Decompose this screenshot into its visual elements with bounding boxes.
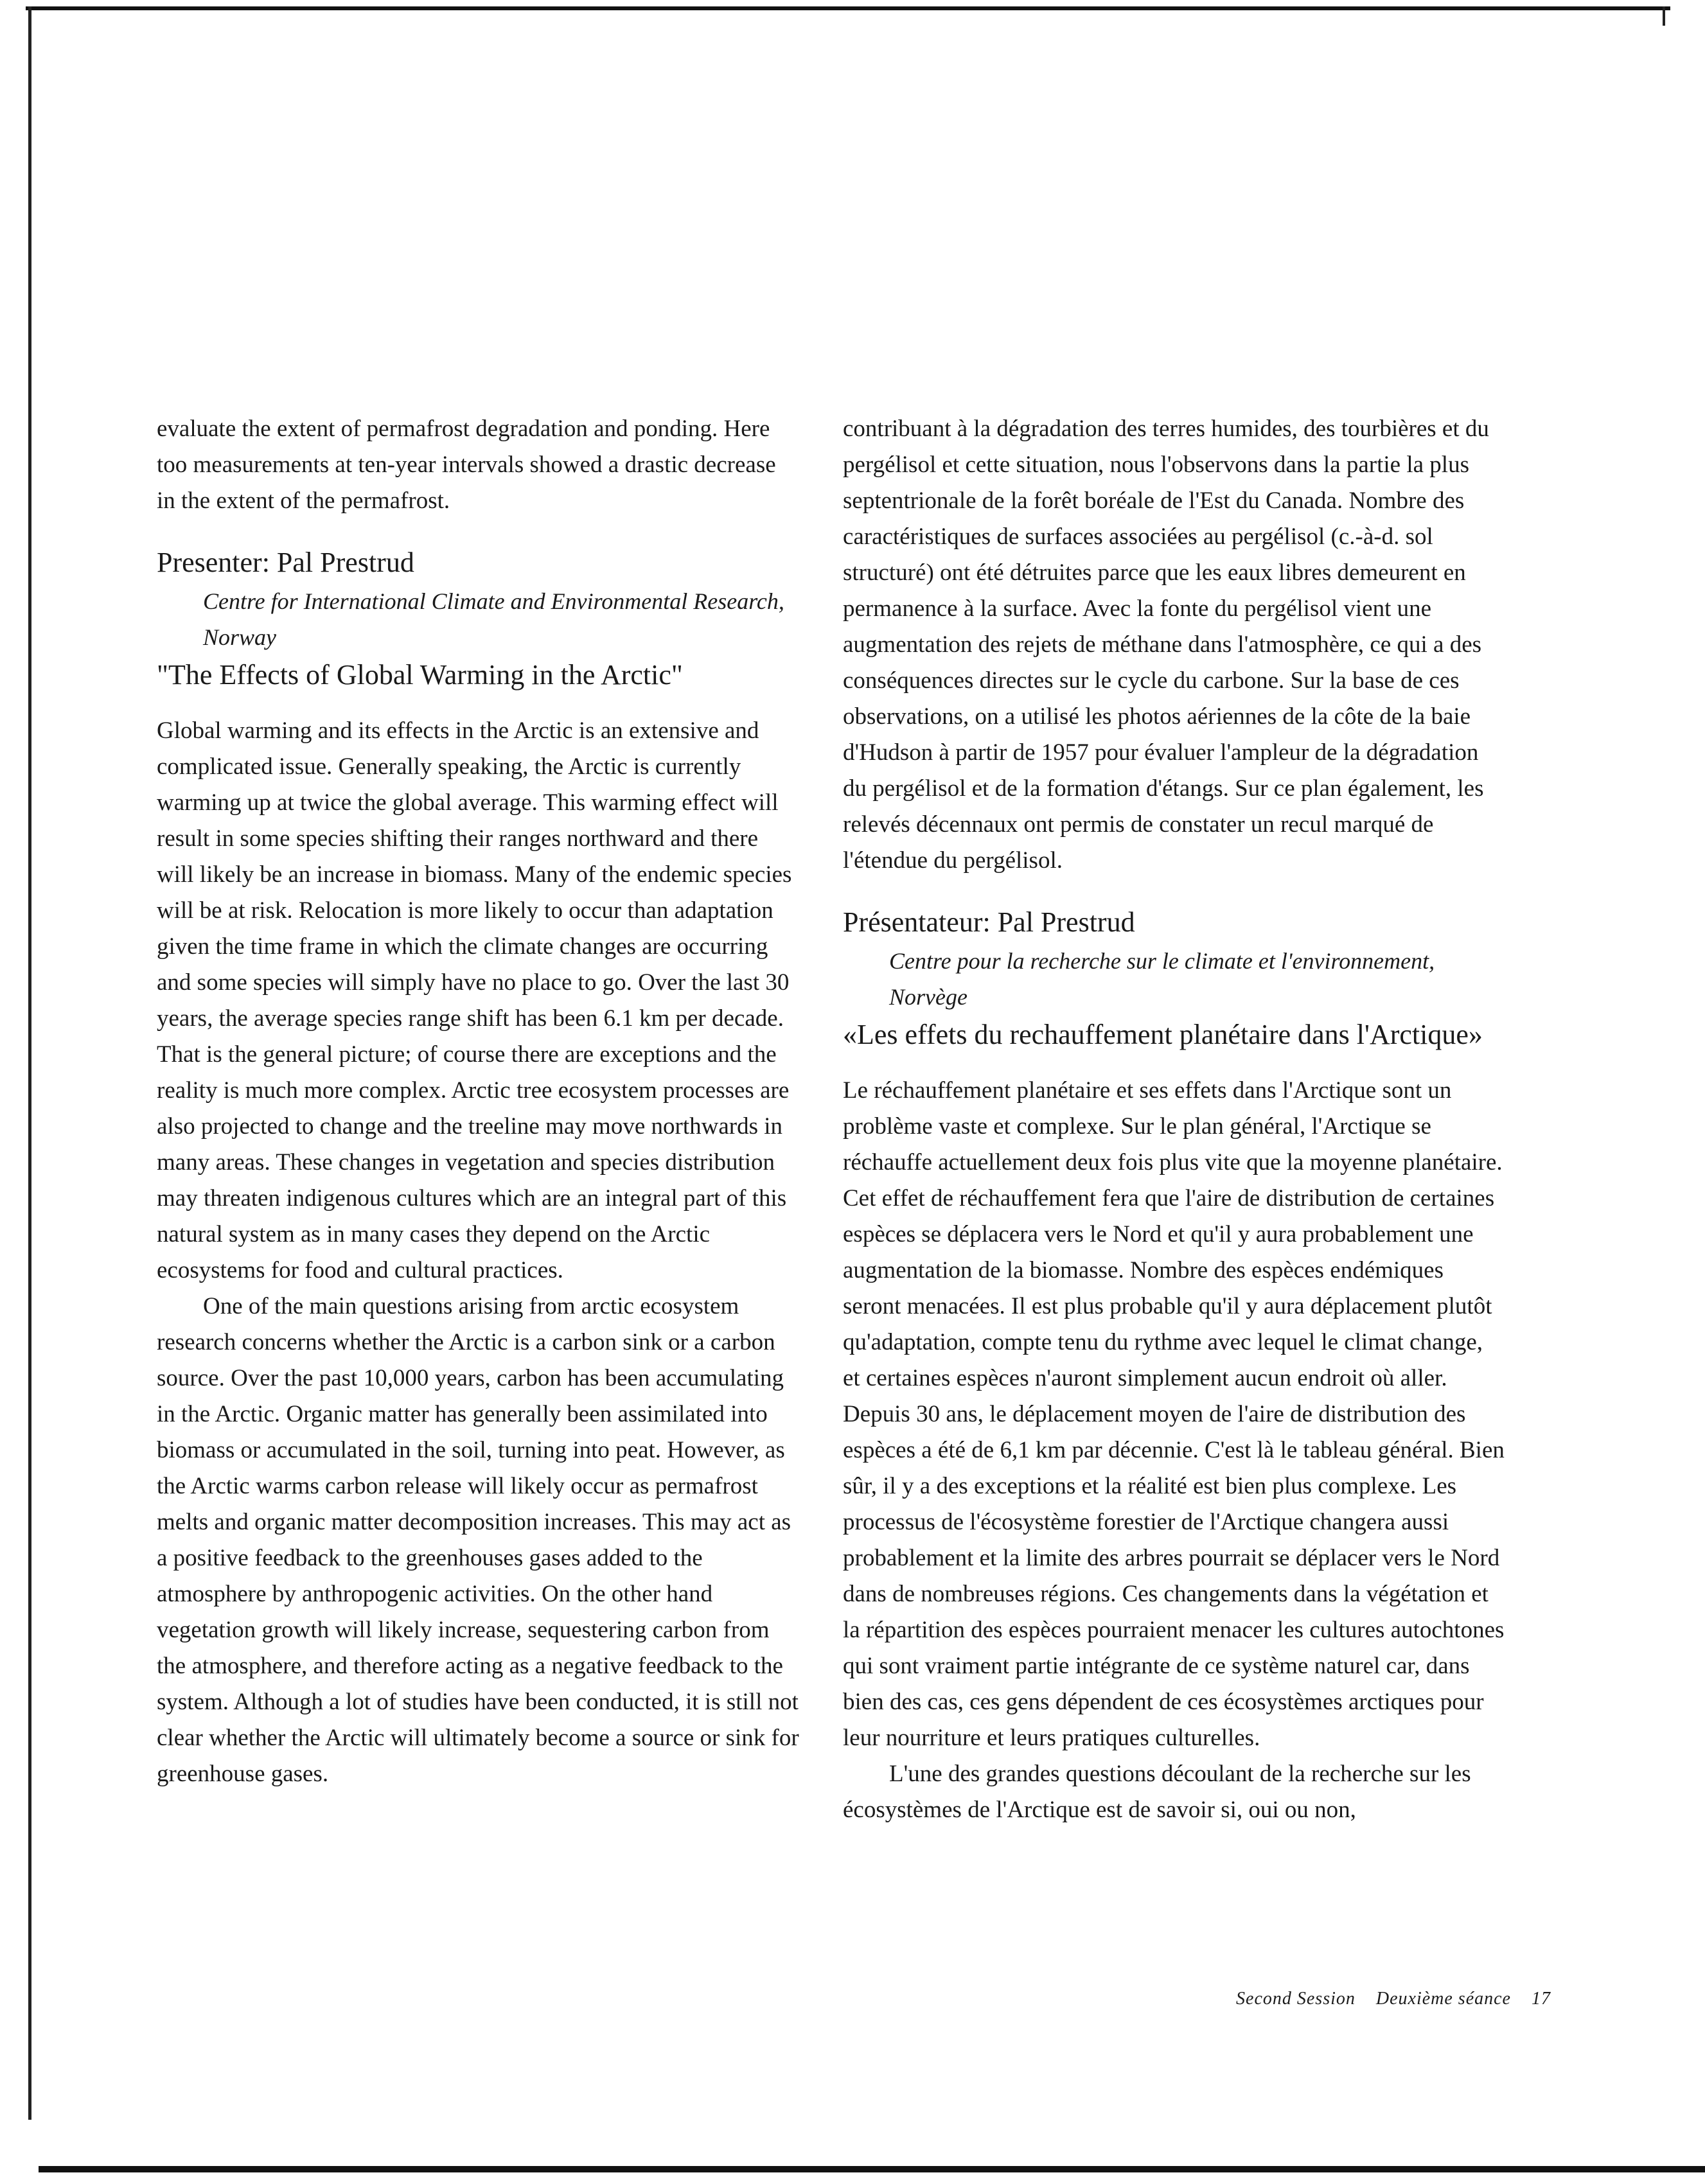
talk-title-en: "The Effects of Global Warming in the Arctic": [157, 659, 683, 691]
scan-border-left: [28, 6, 31, 2120]
presenter-heading-en: Presenter: Pal Prestrud: [157, 547, 414, 578]
page-footer: [1221, 1989, 1551, 2009]
body-paragraph-en-2: One of the main questions arising from arctic ecosystem research concerns whether the Arctic is a carbon sink or a carbon source. Over the past 10,000 years, carbon has been accumulating in the Arctic. Organic matter has generally been assimilated into biomass or accumulated in the soil, turning into peat. However, as the Arctic warms carbon release will likely occur as permafrost melts and organic matter decomposition increases. This may act as a positive feedback to the greenhouses gases added to the atmosphere by anthropogenic activities. On the other hand vegetation growth will likely increase, sequestering carbon from the atmosphere, and therefore acting as a negative feedback to the system. Although a lot of studies have been conducted, it is still not clear whether the Arctic will ultimately become a source or sink for greenhouse gases.: [157, 1293, 799, 1787]
scan-border-bottom: [39, 2166, 1705, 2172]
presenter-heading-fr: Présentateur: Pal Prestrud: [843, 906, 1135, 938]
intro-paragraph-en: evaluate the extent of permafrost degradation and ponding. Here too measurements at ten-year intervals showed a drastic decrease in the extent of the permafrost.: [157, 416, 776, 514]
body-paragraph-fr-1: Le réchauffement planétaire et ses effets dans l'Arctique sont un problème vaste et complexe. Sur le plan général, l'Arctique se réchauffe actuellement deux fois plus vite que la moyenne planétaire. Cet effet de réchauffement fera que l'aire de distribution de certaines espèces se déplacera vers le Nord et qu'il y aura probablement une augmentation de la biomasse. Nombre des espèces endémiques seront menacées. Il est plus probable qu'il y aura déplacement plutôt qu'adaptation, compte tenu du rythme avec lequel le climat change, et certaines espèces n'auront simplement aucun endroit où aller. Depuis 30 ans, le déplacement moyen de l'aire de distribution des espèces a été de 6,1 km par décennie. C'est là le tableau général. Bien sûr, il y a des exceptions et la réalité est bien plus complexe. Les processus de l'écosystème forestier de l'Arctique changera aussi probablement et la limite des arbres pourrait se déplacer vers le Nord dans de nombreuses régions. Ces changements dans la végétation et la répartition des espèces pourraient menacer les cultures autochtones qui sont vraiment partie intégrante de ce système naturel car, dans bien des cas, ces gens dépendent de ces écosystèmes arctiques pour leur nourriture et leurs pratiques culturelles.: [843, 1077, 1505, 1751]
footer-session-fr: Deuxième séance: [1375, 1989, 1511, 2009]
intro-paragraph-fr: contribuant à la dégradation des terres humides, des tourbières et du pergélisol et cette situation, nous l'observons dans la partie la plus septentrionale de la forêt boréale de l'Est du Canada. Nombre des caractéristiques de surfaces associées au pergélisol (c.-à-d. sol structuré) ont été détruites parce que les eaux libres demeurent en permanence à la surface. Avec la fonte du pergélisol vient une augmentation des rejets de méthane dans l'atmosphère, ce qui a des conséquences directes sur le cycle du carbone. Sur la base de ces observations, on a utilisé les photos aériennes de la côte de la baie d'Hudson à partir de 1957 pour évaluer l'ampleur de la dégradation du pergélisol et de la formation d'étangs. Sur ce plan également, les relevés décennaux ont permis de constater un recul marqué de l'étendue du pergélisol.: [843, 416, 1489, 874]
page-number: 17: [1532, 1989, 1551, 2009]
footer-session-en: Second Session: [1236, 1989, 1356, 2009]
talk-title-fr: «Les effets du rechauffement planétaire dans l'Arctique»: [843, 1019, 1483, 1050]
affiliation-fr: Centre pour la recherche sur le climate et l'environnement, Norvège: [889, 948, 1435, 1010]
french-column: [843, 411, 1505, 1828]
affiliation-en: Centre for International Climate and Environmental Research, Norway: [203, 588, 784, 650]
body-paragraph-en-1: Global warming and its effects in the Arctic is an extensive and complicated issue. Generally speaking, the Arctic is currently warming up at twice the global average. This warming effect will result in some species shifting their ranges northward and there will likely be an increase in biomass. Many of the endemic species will be at risk. Relocation is more likely to occur than adaptation given the time frame in which the climate changes are occurring and some species will simply have no place to go. Over the last 30 years, the average species range shift has been 6.1 km per decade. That is the general picture; of course there are exceptions and the reality is much more complex. Arctic tree ecosystem processes are also projected to change and the treeline may move northwards in many areas. These changes in vegetation and species distribution may threaten indigenous cultures which are an integral part of this natural system as in many cases they depend on the Arctic ecosystems for food and cultural practices.: [157, 718, 792, 1283]
scan-border-right: [1663, 6, 1665, 26]
body-paragraph-fr-2: L'une des grandes questions découlant de la recherche sur les écosystèmes de l'Arctique est de savoir si, oui ou non,: [843, 1761, 1471, 1823]
scan-border-top: [26, 6, 1670, 10]
english-column: [157, 411, 799, 1792]
